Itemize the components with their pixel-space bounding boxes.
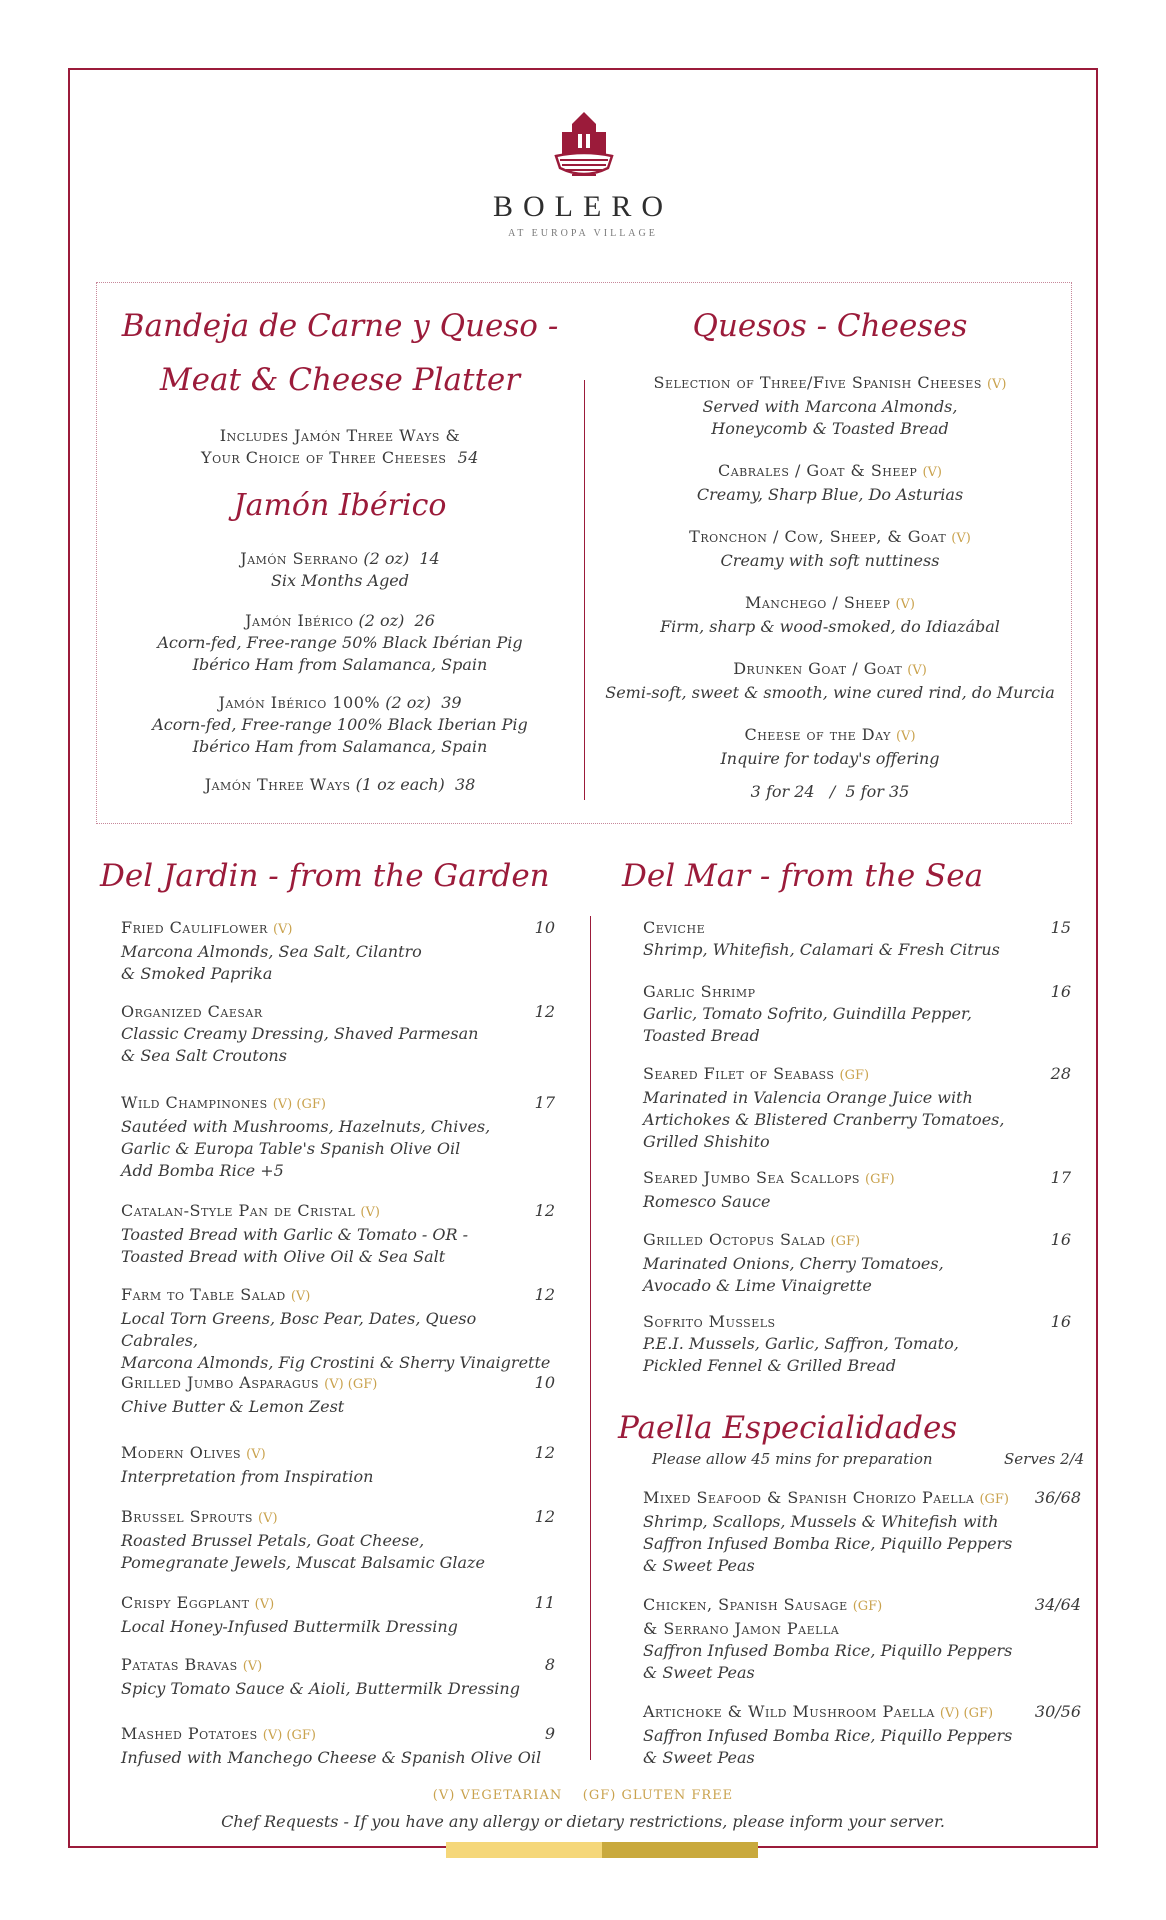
item-name: Ceviche [643, 918, 706, 937]
item-price: 10 [534, 918, 555, 937]
menu-item [121, 1092, 555, 1182]
top-divider [584, 380, 585, 800]
item-description: Marcona Almonds, Sea Salt, Cilantro [121, 942, 422, 961]
platter-title-2: Meat & Cheese Platter [159, 362, 521, 398]
item-description: Marcona Almonds, Fig Crostini & Sherry Vinaigrette [121, 1353, 551, 1372]
item-name: Wild Champinones [121, 1093, 268, 1112]
item-name: Catalan-Style Pan de Cristal [121, 1201, 356, 1220]
menu-item [643, 1167, 1071, 1213]
item-name: Grilled Octopus Salad [643, 1230, 826, 1249]
paella-note: Please allow 45 mins for preparation [652, 1450, 933, 1468]
platter-price: 54 [457, 448, 479, 467]
item-description: Chive Butter & Lemon Zest [121, 1397, 345, 1416]
item-price: 28 [1050, 1064, 1071, 1083]
item-description: Sautéed with Mushrooms, Hazelnuts, Chives, [121, 1117, 491, 1136]
item-description: Spicy Tomato Sauce & Aioli, Buttermilk Dressing [121, 1679, 520, 1698]
item-description: Saffron Infused Bomba Rice, Piquillo Peppers [643, 1534, 1013, 1553]
item-description: Saffron Infused Bomba Rice, Piquillo Peppers [643, 1726, 1013, 1745]
item-price: 12 [534, 1201, 555, 1220]
diet-legend: (V) VEGETARIAN (GF) GLUTEN FREE [432, 1788, 734, 1803]
item-price: 9 [544, 1724, 555, 1743]
platter-desc-2: Your Choice of Three Cheeses 54 [201, 448, 479, 467]
item-description: Classic Creamy Dressing, Shaved Parmesan [121, 1024, 479, 1043]
diet-tag: (V) [258, 1511, 278, 1526]
item-price: 34/64 [1034, 1595, 1081, 1614]
diet-tag: (V) (GF) [324, 1377, 378, 1392]
menu-item [121, 1372, 555, 1418]
item-name: Sofrito Mussels [643, 1312, 776, 1331]
item-name: Mixed Seafood & Spanish Chorizo Paella [643, 1488, 975, 1507]
item-name: Patatas Bravas [121, 1655, 238, 1674]
item-description: Toasted Bread with Garlic & Tomato - OR - [121, 1225, 469, 1244]
diet-tag: (V) [254, 1597, 275, 1612]
item-description: Local Torn Greens, Bosc Pear, Dates, Queso Cabrales, [121, 1309, 477, 1350]
item-name: Seared Jumbo Sea Scallops [643, 1168, 860, 1187]
item-description: Garlic & Europa Table's Spanish Olive Oil [121, 1139, 461, 1158]
vineyard-house-icon [550, 110, 618, 182]
item-description: Grilled Shishito [643, 1132, 770, 1151]
item-price: 17 [534, 1093, 555, 1112]
menu-item [643, 1487, 1081, 1577]
paella-serves: Serves 2/4 [1004, 1450, 1085, 1468]
menu-item [121, 1200, 555, 1268]
cheese-item: Tronchon / Cow, Sheep, & Goat (V) Creamy with soft nuttiness [689, 527, 971, 570]
cheese-item: Manchego / Sheep (V) Firm, sharp & wood-smoked, do Idiazábal [660, 593, 1000, 636]
item-price: 30/56 [1034, 1702, 1081, 1721]
menu-item [121, 1654, 555, 1700]
menu-item [121, 1284, 555, 1374]
cheeses-title: Quesos - Cheeses [692, 308, 968, 344]
menu-item [121, 917, 555, 985]
item-description: & Sweet Peas [643, 1556, 755, 1575]
item-description: Shrimp, Whitefish, Calamari & Fresh Citrus [643, 940, 1000, 959]
garden-title: Del Jardin - from the Garden [100, 858, 550, 894]
item-description: Roasted Brussel Petals, Goat Cheese, [121, 1531, 425, 1550]
item-name: Chicken, Spanish Sausage [643, 1595, 848, 1614]
menu-item [643, 1311, 1071, 1377]
item-description: Toasted Bread with Olive Oil & Sea Salt [121, 1247, 446, 1266]
item-name: Seared Filet of Seabass [643, 1064, 835, 1083]
chef-note: Chef Requests - If you have any allergy or dietary restrictions, please inform your server. [221, 1812, 945, 1831]
item-price: 12 [534, 1002, 555, 1021]
diet-tag: (V) [360, 1205, 380, 1220]
item-description: Garlic, Tomato Sofrito, Guindilla Pepper, [643, 1004, 972, 1023]
item-description: & Sweet Peas [643, 1748, 755, 1767]
item-description: Local Honey-Infused Buttermilk Dressing [121, 1617, 458, 1636]
item-description: Romesco Sauce [643, 1192, 771, 1211]
item-price: 12 [534, 1285, 555, 1304]
footer-bar-dark [602, 1842, 758, 1858]
item-name: Crispy Eggplant [121, 1593, 250, 1612]
cheese-pricing: 3 for 24 / 5 for 35 [750, 782, 910, 801]
diet-tag: (V) (GF) [939, 1706, 994, 1721]
menu-item [121, 1506, 555, 1574]
item-description: Avocado & Lime Vinaigrette [643, 1276, 872, 1295]
item-description: & Sweet Peas [643, 1663, 755, 1682]
menu-item [643, 1063, 1071, 1153]
sea-title: Del Mar - from the Sea [622, 858, 984, 894]
item-price: 12 [534, 1507, 555, 1526]
cheese-item: Cabrales / Goat & Sheep (V) Creamy, Sharp Blue, Do Asturias [696, 461, 964, 504]
item-description: & Smoked Paprika [121, 964, 273, 983]
item-price: 16 [1050, 982, 1071, 1001]
item-description: Artichokes & Blistered Cranberry Tomatoes, [643, 1110, 1005, 1129]
brand-subtitle: AT EUROPA VILLAGE [508, 228, 658, 239]
item-price: 36/68 [1034, 1488, 1081, 1507]
jamon-item: Jamón Three Ways (1 oz each) 38 [204, 775, 476, 794]
item-name: Grilled Jumbo Asparagus [121, 1373, 320, 1392]
item-description: Pomegranate Jewels, Muscat Balsamic Glaze [121, 1553, 485, 1572]
item-description: Toasted Bread [643, 1026, 760, 1045]
item-description: Shrimp, Scallops, Mussels & Whitefish with [643, 1512, 999, 1531]
item-name: Fried Cauliflower [121, 918, 268, 937]
cheese-item: Selection of Three/Five Spanish Cheeses (V) Served with Marcona Almonds, Honeycomb & Toasted Bread [653, 373, 1007, 438]
item-name: Farm to Table Salad [121, 1285, 286, 1304]
platter-desc-1: Includes Jamón Three Ways & [219, 426, 461, 445]
menu-item [643, 1594, 1081, 1684]
footer-bar-light [446, 1842, 602, 1858]
item-name: Modern Olives [121, 1443, 242, 1462]
menu-item [121, 1442, 555, 1488]
item-name: Garlic Shrimp [643, 982, 756, 1001]
item-name-cont: & Serrano Jamon Paella [643, 1619, 840, 1638]
item-name: Artichoke & Wild Mushroom Paella [643, 1702, 935, 1721]
item-description: Marinated Onions, Cherry Tomatoes, [643, 1254, 944, 1273]
diet-tag: (V) (GF) [272, 1097, 326, 1112]
diet-tag: (GF) [839, 1068, 870, 1083]
diet-tag: (GF) [852, 1599, 883, 1614]
cheese-item: Cheese of the Day (V) Inquire for today's offering [720, 725, 940, 768]
diet-tag: (V) [272, 922, 293, 937]
diet-tag: (V) [246, 1447, 266, 1462]
item-name: Mashed Potatoes [121, 1724, 258, 1743]
diet-tag: (GF) [865, 1172, 895, 1187]
jamon-item: Jamón Ibérico (2 oz) 26 Acorn-fed, Free-range 50% Black Ibérian Pig Ibérico Ham from Salamanca, Spain [157, 611, 523, 674]
diet-tag: (V) (GF) [262, 1728, 316, 1743]
item-price: 15 [1050, 918, 1071, 937]
item-description: P.E.I. Mussels, Garlic, Saffron, Tomato, [643, 1334, 959, 1353]
item-description: & Sea Salt Croutons [121, 1046, 287, 1065]
item-description: Marinated in Valencia Orange Juice with [643, 1088, 973, 1107]
menu-item [121, 1592, 555, 1638]
item-description: Add Bomba Rice +5 [121, 1161, 284, 1180]
item-description: Pickled Fennel & Grilled Bread [643, 1356, 896, 1375]
jamon-item: Jamón Ibérico 100% (2 oz) 39 Acorn-fed, Free-range 100% Black Iberian Pig Ibérico Ham from Salamanca, Spain [152, 693, 528, 756]
item-price: 10 [534, 1373, 555, 1392]
menu-item [643, 1701, 1081, 1769]
diet-tag: (V) [242, 1659, 263, 1674]
bottom-divider [590, 916, 591, 1760]
menu-item [643, 981, 1071, 1047]
item-price: 16 [1050, 1312, 1071, 1331]
diet-tag: (V) [290, 1289, 311, 1304]
item-price: 16 [1050, 1230, 1071, 1249]
diet-tag: (GF) [830, 1234, 861, 1249]
jamon-item: Jamón Serrano (2 oz) 14 Six Months Aged [240, 549, 440, 590]
jamon-title: Jamón Ibérico [233, 488, 447, 523]
brand-name: BOLERO [493, 190, 673, 223]
item-name: Brussel Sprouts [121, 1507, 253, 1526]
cheese-item: Drunken Goat / Goat (V) Semi-soft, sweet & smooth, wine cured rind, do Murcia [605, 659, 1055, 702]
diet-tag: (GF) [979, 1492, 1009, 1507]
item-price: 8 [544, 1655, 555, 1674]
platter-title-1: Bandeja de Carne y Queso - [121, 308, 559, 344]
item-description: Infused with Manchego Cheese & Spanish Olive Oil [121, 1748, 542, 1767]
item-description: Interpretation from Inspiration [121, 1467, 374, 1486]
item-price: 11 [534, 1593, 555, 1612]
item-description: Saffron Infused Bomba Rice, Piquillo Peppers [643, 1641, 1013, 1660]
menu-item [121, 1001, 555, 1067]
menu-item [643, 917, 1071, 961]
item-price: 17 [1050, 1168, 1071, 1187]
item-name: Organized Caesar [121, 1002, 263, 1021]
paella-title: Paella Especialidades [618, 1410, 958, 1446]
menu-item [643, 1229, 1071, 1297]
menu-item [121, 1723, 555, 1769]
item-price: 12 [534, 1443, 555, 1462]
